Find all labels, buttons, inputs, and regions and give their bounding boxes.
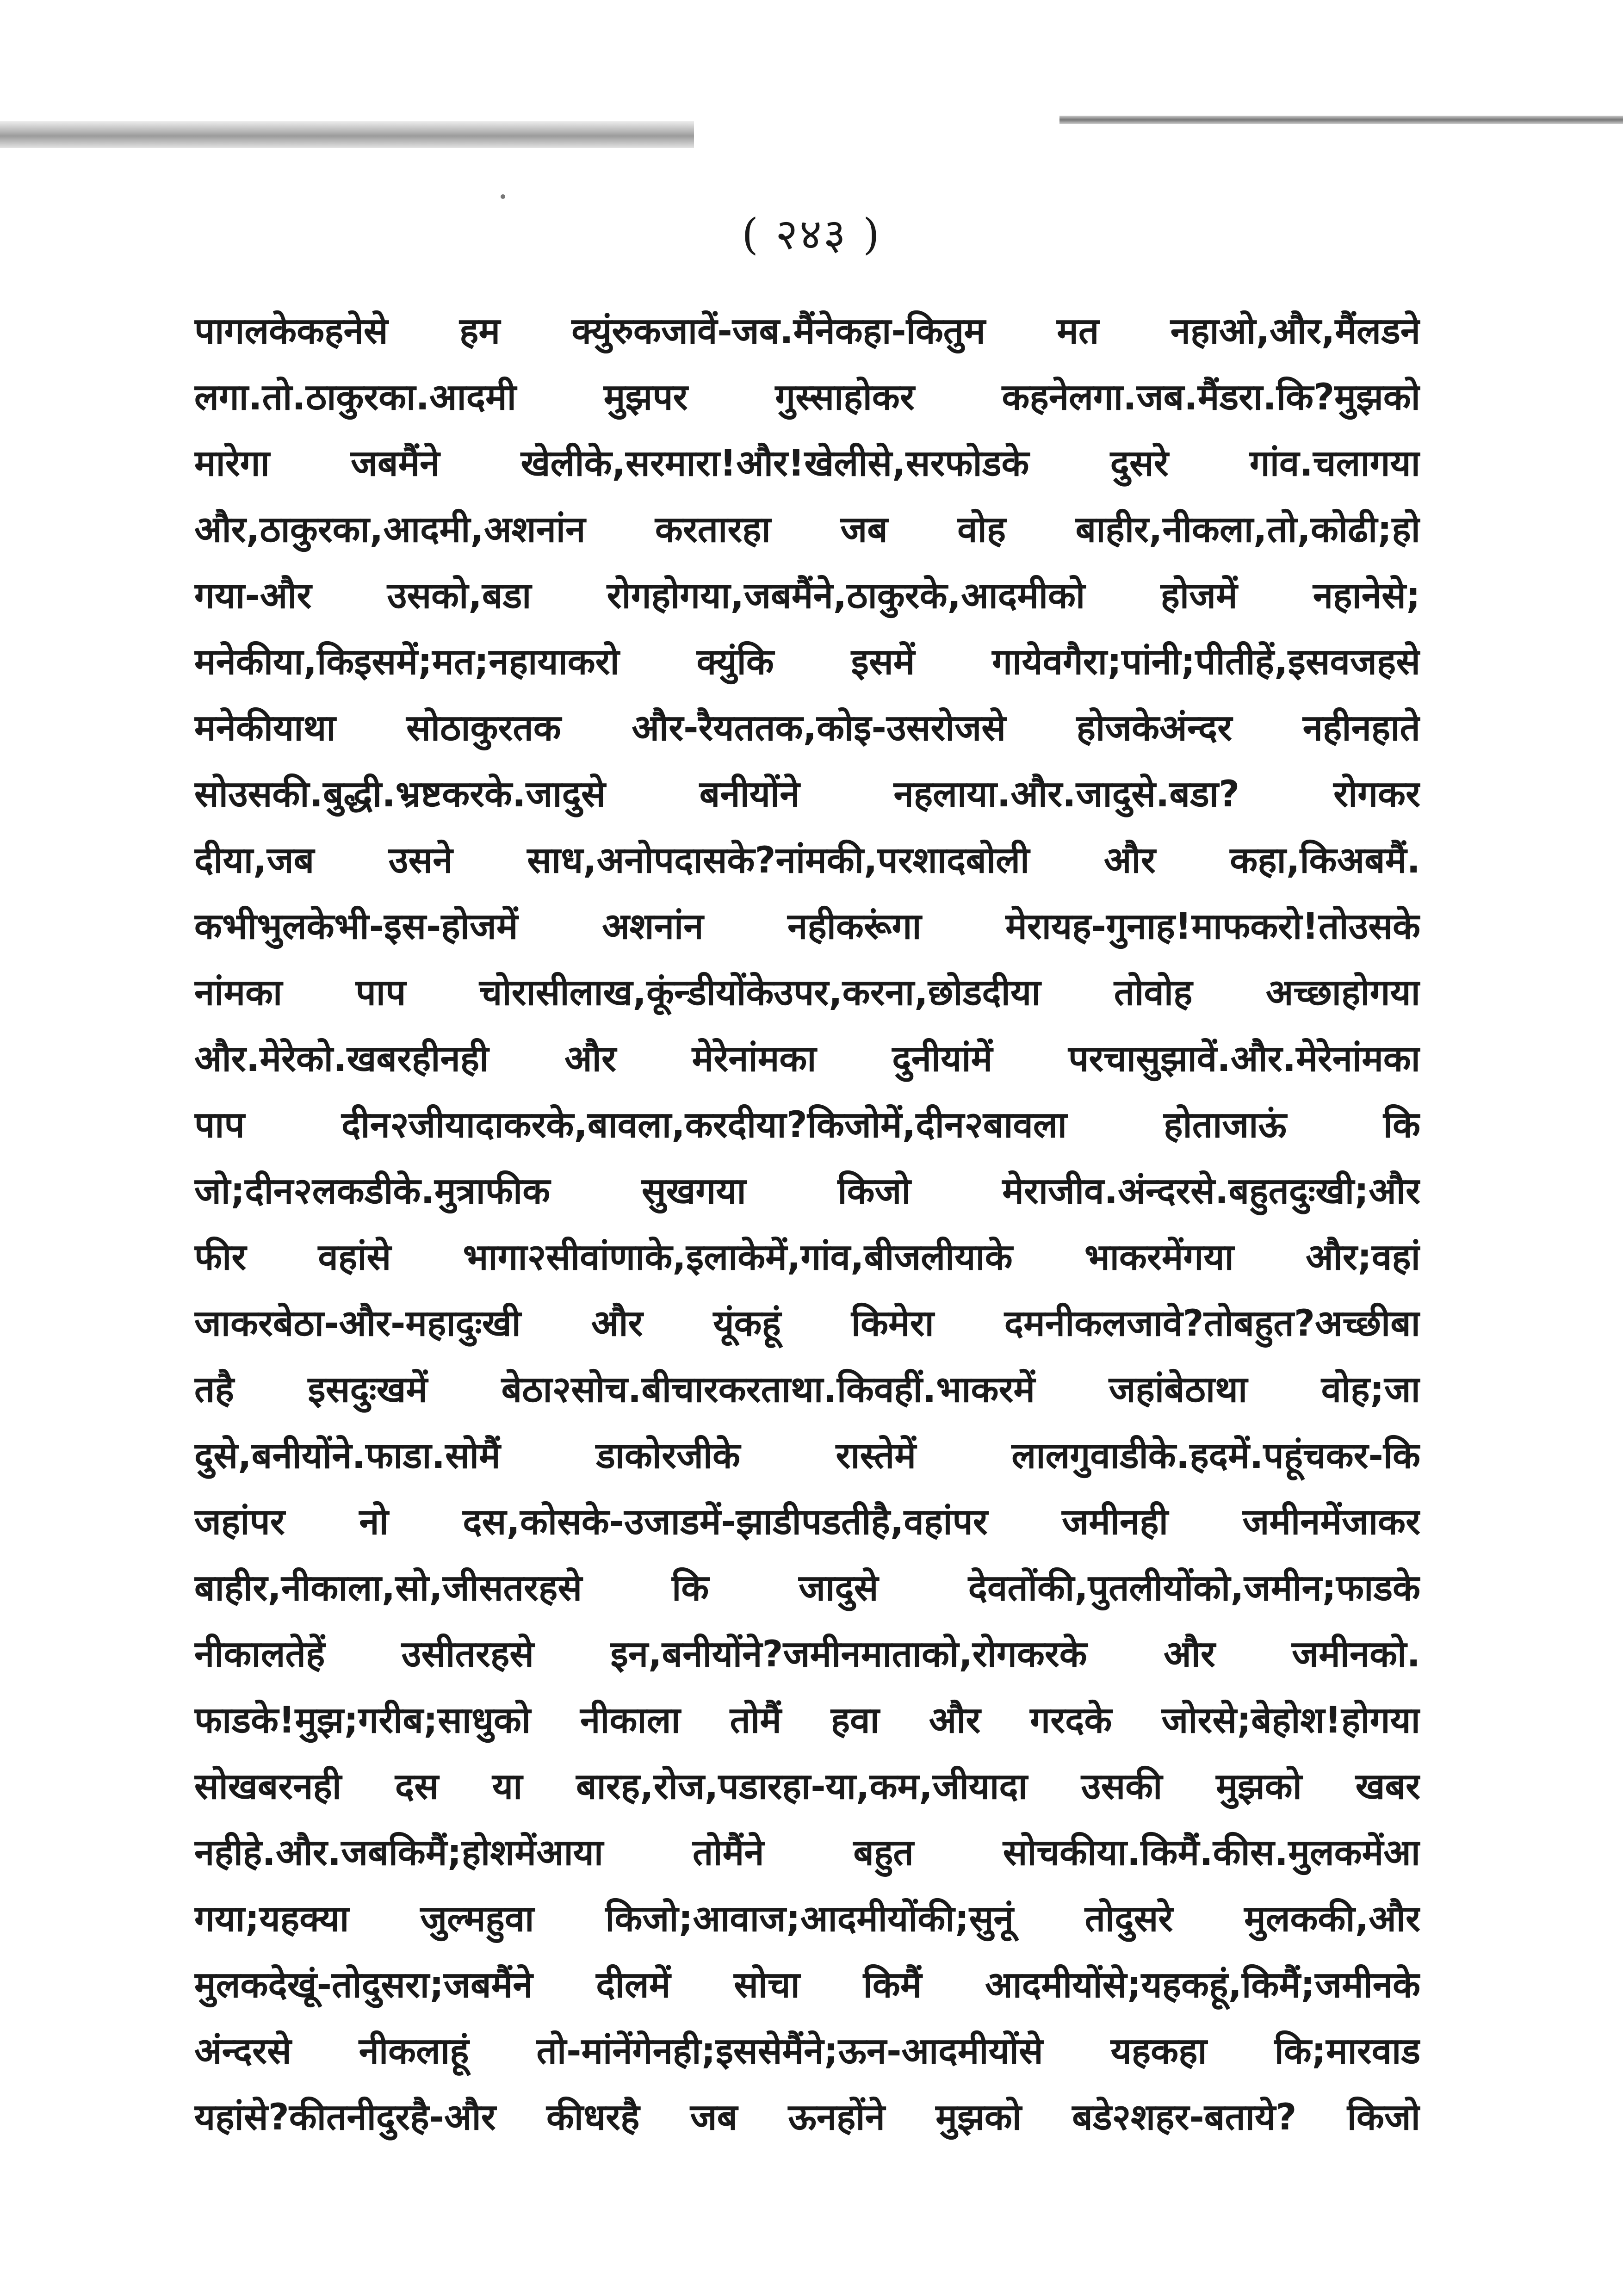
- ink-dot: [501, 194, 505, 199]
- text-line: गया-और उसको,बडा रोगहोगया,जबमैंने,ठाकुरके,आदमीको होजमें नहानेसे;: [194, 575, 1420, 617]
- text-line: दीया,जब उसने साध,अनोपदासके?नांमकी,परशादबोली और कहा,किअबमैं.: [194, 840, 1420, 881]
- text-line: फाडके!मुझ;गरीब;साधुको नीकाला तोमैं हवा और गरदके जोरसे;बेहोश!होगया: [194, 1700, 1420, 1741]
- top-right-rule: [1059, 116, 1623, 124]
- text-line: नीकालतेहें उसीतरहसे इन,बनीयोंने?जमीनमाताको,रोगकरके और जमीनको.: [194, 1634, 1420, 1675]
- text-line: तहै इसदुःखमें बेठा२सोच.बीचारकरताथा.किवहीं.भाकरमें जहांबेठाथा वोह;जा: [194, 1369, 1420, 1411]
- text-line: जहांपर नो दस,कोसके-उजाडमें-झाडीपडतीहै,वहांपर जमीनही जमीनमेंजाकर: [194, 1501, 1420, 1543]
- text-line: बाहीर,नीकाला,सो,जीसतरहसे कि जादुसे देवतोंकी,पुतलीयोंको,जमीन;फाडके: [194, 1567, 1420, 1609]
- text-line: मुलकदेखूं-तोदुसरा;जबमैंने दीलमें सोचा किमैं आदमीयोंसे;यहकहूं,किमैं;जमीनके: [194, 1964, 1420, 2006]
- text-line: जाकरबेठा-और-महादुःखी और यूंकहूं किमेरा दमनीकलजावे?तोबहुत?अच्छीबा: [194, 1303, 1420, 1344]
- text-line: गया;यहक्या जुल्महुवा किजो;आवाज;आदमीयोंकी;सुनूं तोदुसरे मुलककी,और: [194, 1898, 1420, 1940]
- text-line: नांमका पाप चोरासीलाख,कूंन्डीयोंकेउपर,करना,छोडदीया तोवोह अच्छाहोगया: [194, 972, 1420, 1014]
- text-line: मनेकीया,किइसमें;मत;नहायाकरो क्युंकि इसमें गायेवगैरा;पांनी;पीतीहें,इसवजहसे: [194, 641, 1420, 683]
- text-line: पागलकेकहनेसे हम क्युंरुकजावें-जब.मैंनेकहा-कितुम मत नहाओ,और,मैंलडने: [194, 310, 1420, 352]
- top-left-rule: [0, 121, 694, 148]
- page-number: ( २४३ ): [742, 210, 881, 259]
- text-line: यहांसे?कीतनीदुरहै-और कीधरहै जब ऊनहोंने मुझको बडे२शहर-बताये? किजो: [194, 2097, 1420, 2138]
- text-line: मारेगा जबमैंने खेलीके,सरमारा!और!खेलीसे,सरफोडके दुसरे गांव.चलागया: [194, 443, 1420, 484]
- text-line: अंन्दरसे नीकलाहूं तो-मांनेंगेनही;इससेमैंने;ऊन-आदमीयोंसे यहकहा कि;मारवाड: [194, 2030, 1420, 2072]
- text-line: सोखबरनही दस या बारह,रोज,पडारहा-या,कम,जीयादा उसकी मुझको खबर: [194, 1766, 1420, 1807]
- body-text: [194, 298, 1420, 2151]
- text-line: नहीहे.और.जबकिमैं;होशमेंआया तोमैंने बहुत सोचकीया.किमैं.कीस.मुलकमेंआ: [194, 1832, 1420, 1874]
- text-line: कभीभुलकेभी-इस-होजमें अशनांन नहीकरूंगा मेरायह-गुनाह!माफकरो!तोउसके: [194, 906, 1420, 947]
- text-line: मनेकीयाथा सोठाकुरतक और-रैयततक,कोइ-उसरोजसे होजकेअंन्दर नहीनहाते: [194, 707, 1420, 749]
- text-line: लगा.तो.ठाकुरका.आदमी मुझपर गुस्साहोकर कहनेलगा.जब.मैंडरा.कि?मुझको: [194, 377, 1420, 418]
- text-line: सोउसकी.बुद्धी.भ्रष्टकरके.जादुसे बनीयोंने नहलाया.और.जादुसे.बडा? रोगकर: [194, 774, 1420, 815]
- text-line: फीर वहांसे भागा२सीवांणाके,इलाकेमें,गांव,बीजलीयाके भाकरमेंगया और;वहां: [194, 1237, 1420, 1278]
- text-line: और,ठाकुरका,आदमी,अशनांन करतारहा जब वोह बाहीर,नीकला,तो,कोढी;हो: [194, 509, 1420, 551]
- text-line: और.मेरेको.खबरहीनही और मेरेनांमका दुनीयांमें परचासुझावें.और.मेरेनांमका: [194, 1038, 1420, 1080]
- text-line: जो;दीन२लकडीके.मुत्राफीक सुखगया किजो मेराजीव.अंन्दरसे.बहुतदुःखी;और: [194, 1170, 1420, 1212]
- text-line: दुसे,बनीयोंने.फाडा.सोमैं डाकोरजीके रास्तेमें लालगुवाडीके.हदमें.पहूंचकर-कि: [194, 1435, 1420, 1477]
- text-line: पाप दीन२जीयादाकरके,बावला,करदीया?किजोमें,दीन२बावला होताजाऊं कि: [194, 1104, 1420, 1146]
